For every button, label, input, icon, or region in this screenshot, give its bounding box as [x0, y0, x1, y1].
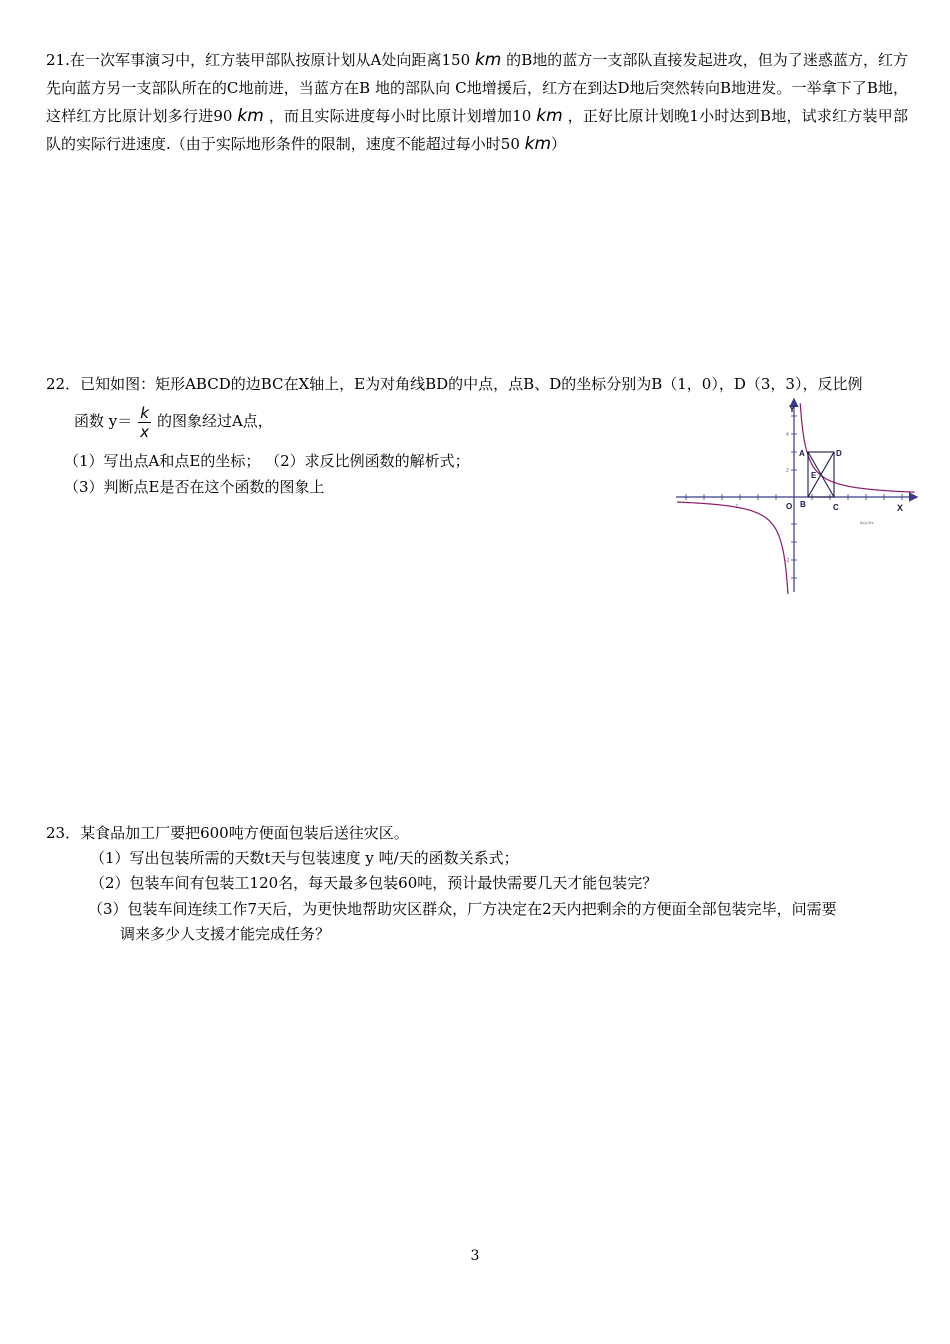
point-c-label: C: [833, 503, 839, 512]
unit-km: km: [237, 106, 264, 126]
function-fraction: [138, 404, 151, 441]
origin-label: O: [786, 502, 793, 511]
question-22-sub-3: （3）判断点E是否在这个函数的图象上: [64, 478, 325, 496]
question-21-text-2: 的B地的蓝方一支部队直接发起进攻，但为了迷惑蓝方，红方先向蓝方另一支部队所在的C地前进，当蓝方在B 地的部队向 C地增援后，红方在到达D地后突然转向B地进发。一举拿下了B地，这样红方比原计划多行进90: [46, 51, 909, 125]
hyperbola-branch-positive: [800, 403, 914, 492]
question-22-function-line: [74, 398, 273, 444]
question-23-sub-3: （3）包装车间连续工作7天后，为更快地帮助灾区群众，厂方决定在2天内把剩余的方便面全部包装完毕，问需要: [88, 900, 837, 918]
question-21-number: 21.: [46, 51, 70, 69]
point-d-label: D: [836, 449, 842, 458]
question-23-intro: 23．某食品加工厂要把600吨方便面包装后送往灾区。: [46, 824, 409, 842]
question-21: [46, 46, 908, 158]
tick-label: 4: [786, 432, 789, 438]
question-21-text-5: ）: [551, 135, 567, 153]
hyperbola-branch-negative: [677, 502, 791, 594]
page-number: 3: [470, 1248, 480, 1264]
unit-km: km: [474, 50, 502, 70]
point-a-label: A: [799, 449, 805, 458]
fraction-denominator: x: [140, 422, 150, 441]
question-23-sub-2: （2）包装车间有包装工120名，每天最多包装60吨，预计最快需要几天才能包装完？: [90, 874, 658, 892]
unit-km: km: [536, 106, 563, 126]
question-23-sub-3-continued: 调来多少人支援才能完成任务？: [120, 925, 331, 943]
function-prefix: 函数 y＝: [74, 412, 133, 430]
unit-km: km: [524, 134, 552, 154]
tick-label: -2: [785, 558, 790, 564]
question-22-sub-1-2: （1）写出点A和点E的坐标； （2）求反比例函数的解析式；: [64, 452, 470, 470]
function-label: f(x)=3/x: [860, 520, 874, 525]
question-21-text-4: ，正好比原计划晚1小时达到B地，试求红方装甲部队的实际行进速度.（由于实际地形条件的限制，速度不能超过每小时50: [46, 107, 908, 153]
question-23-sub-1: （1）写出包装所需的天数t天与包装速度 y 吨/天的函数关系式；: [90, 849, 519, 867]
function-suffix: 的图象经过A点，: [156, 412, 273, 430]
question-21-text-1: 在一次军事演习中，红方装甲部队按原计划从A处向距离150: [69, 51, 471, 69]
coordinate-graph-figure: [672, 396, 922, 594]
question-22-intro: 22．已知如图：矩形ABCD的边BC在X轴上，E为对角线BD的中点，点B、D的坐标分别为B（1，0），D（3，3），反比例: [46, 375, 863, 393]
question-21-text-3: ，而且实际进度每小时比原计划增加10: [268, 107, 532, 125]
point-e-label: E: [811, 471, 817, 480]
x-axis-label: X: [897, 503, 904, 513]
y-axis-label: Y: [789, 404, 796, 414]
point-b-label: B: [800, 500, 806, 509]
fraction-numerator: k: [140, 403, 149, 422]
tick-label: 2: [786, 468, 789, 474]
tick-label: -1: [734, 504, 739, 510]
